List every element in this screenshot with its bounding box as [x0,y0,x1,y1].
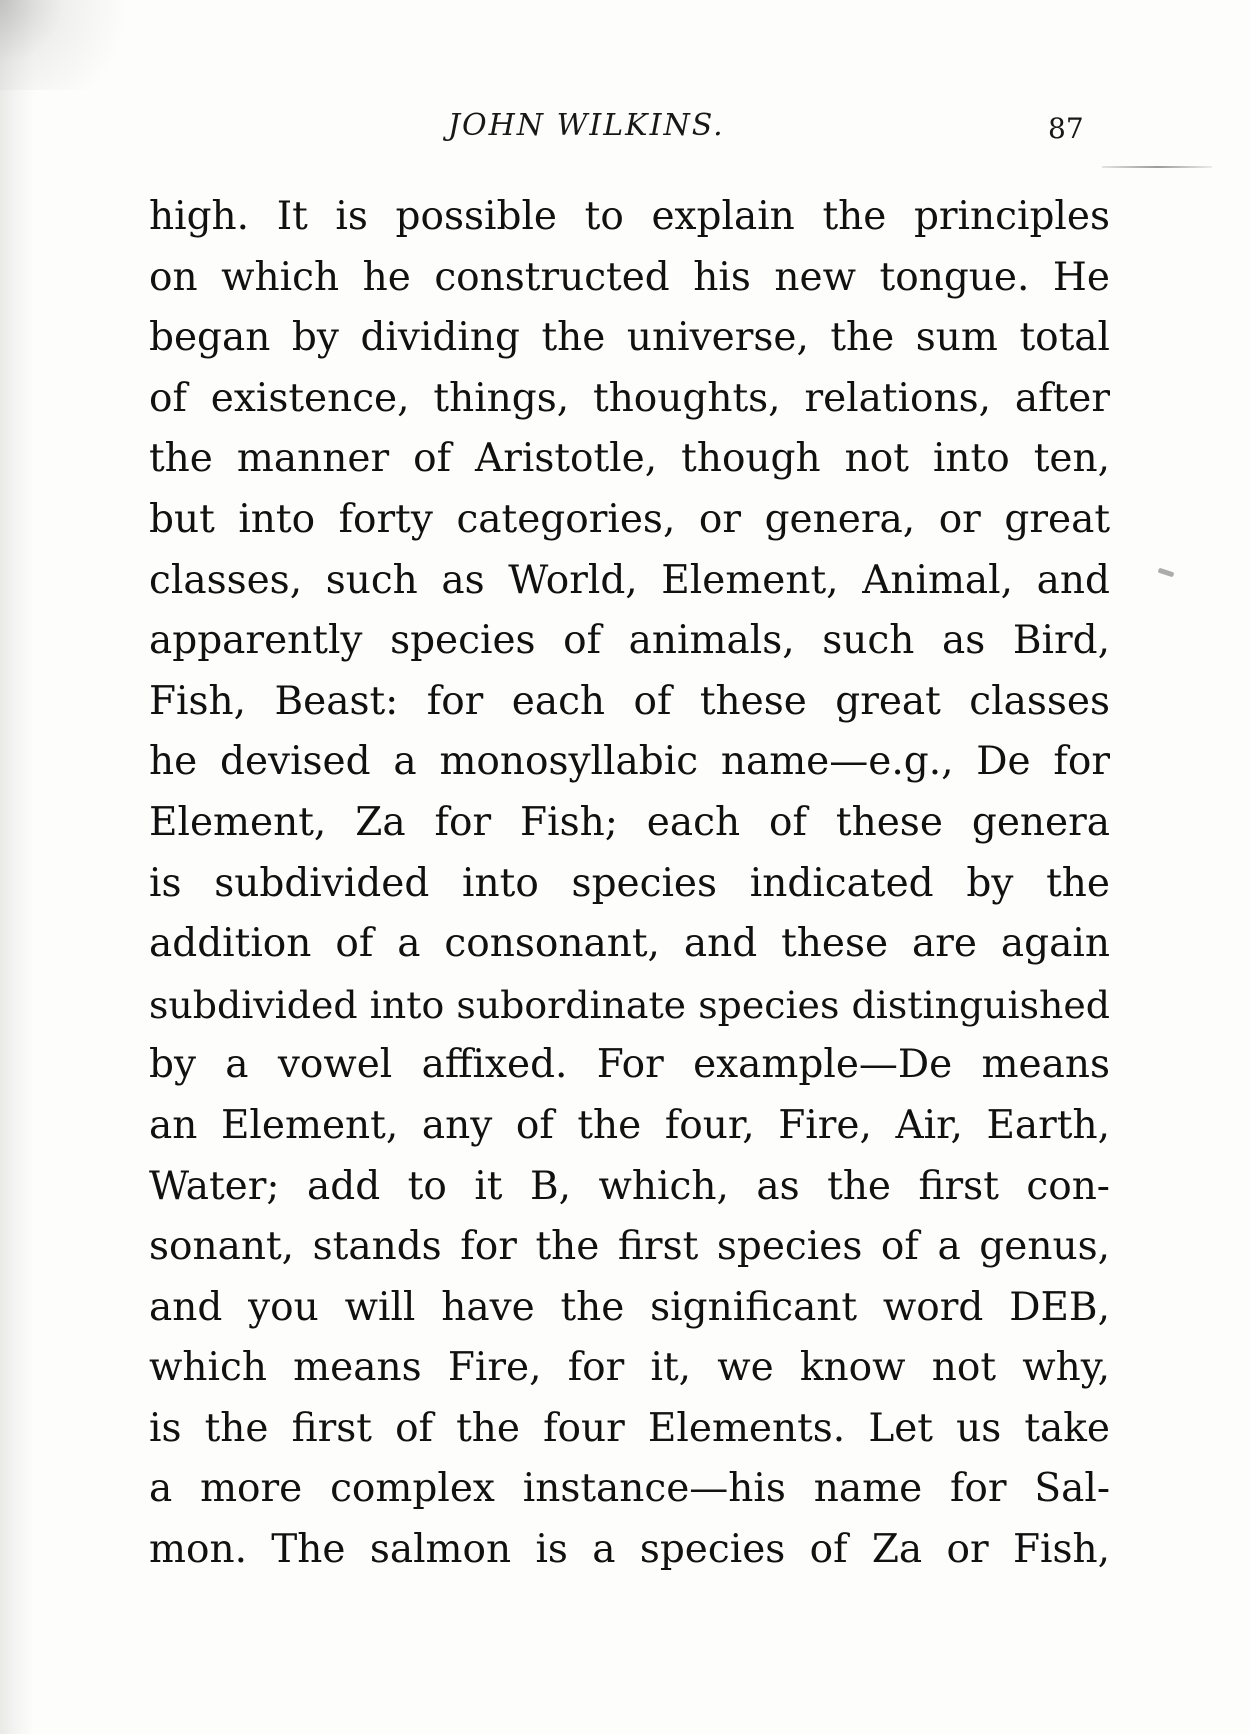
text-line: of existence, things, thoughts, relations, after [149,375,1110,421]
page-header [0,108,1250,152]
text-line: the manner of Aristotle, though not into ten, [149,436,1110,482]
page-corner-stain [0,0,160,90]
text-line: is the first of the four Elements. Let us take [149,1405,1110,1451]
text-line: addition of a consonant, and these are again [149,921,1110,967]
text-line: an Element, any of the four, Fire, Air, Earth, [149,1102,1110,1148]
page-number: 87 [1048,112,1084,145]
text-line: mon. The salmon is a species of Za or Fish, [149,1527,1110,1573]
text-line: is subdivided into species indicated by the [149,860,1110,906]
text-line: began by dividing the universe, the sum total [149,315,1110,361]
text-line: a more complex instance—his name for Sal- [149,1466,1110,1512]
text-line: Fish, Beast: for each of these great classes [149,678,1110,724]
text-line: Water; add to it B, which, as the first con- [149,1163,1110,1209]
text-line: he devised a monosyllabic name—e.g., De for [149,739,1110,785]
body-text [149,187,1110,1581]
header-rule [1102,166,1212,168]
page-gutter-shadow [0,0,34,1734]
running-head: JOHN WILKINS. [448,108,725,143]
text-line: by a vowel affixed. For example—De means [149,1042,1110,1088]
text-line: classes, such as World, Element, Animal, and [149,557,1110,603]
text-line: but into forty categories, or genera, or great [149,496,1110,542]
text-line: apparently species of animals, such as Bird, [149,618,1110,664]
text-line: and you will have the significant word DEB, [149,1284,1110,1330]
text-line: on which he constructed his new tongue. He [149,254,1110,300]
text-line: which means Fire, for it, we know not why, [149,1345,1110,1391]
text-line: Element, Za for Fish; each of these genera [149,799,1110,845]
text-line: sonant, stands for the first species of a genus, [149,1224,1110,1270]
text-line: high. It is possible to explain the principles [149,194,1110,239]
margin-mark [1158,568,1175,578]
text-line: subdivided into subordinate species distinguished [149,982,1110,1027]
